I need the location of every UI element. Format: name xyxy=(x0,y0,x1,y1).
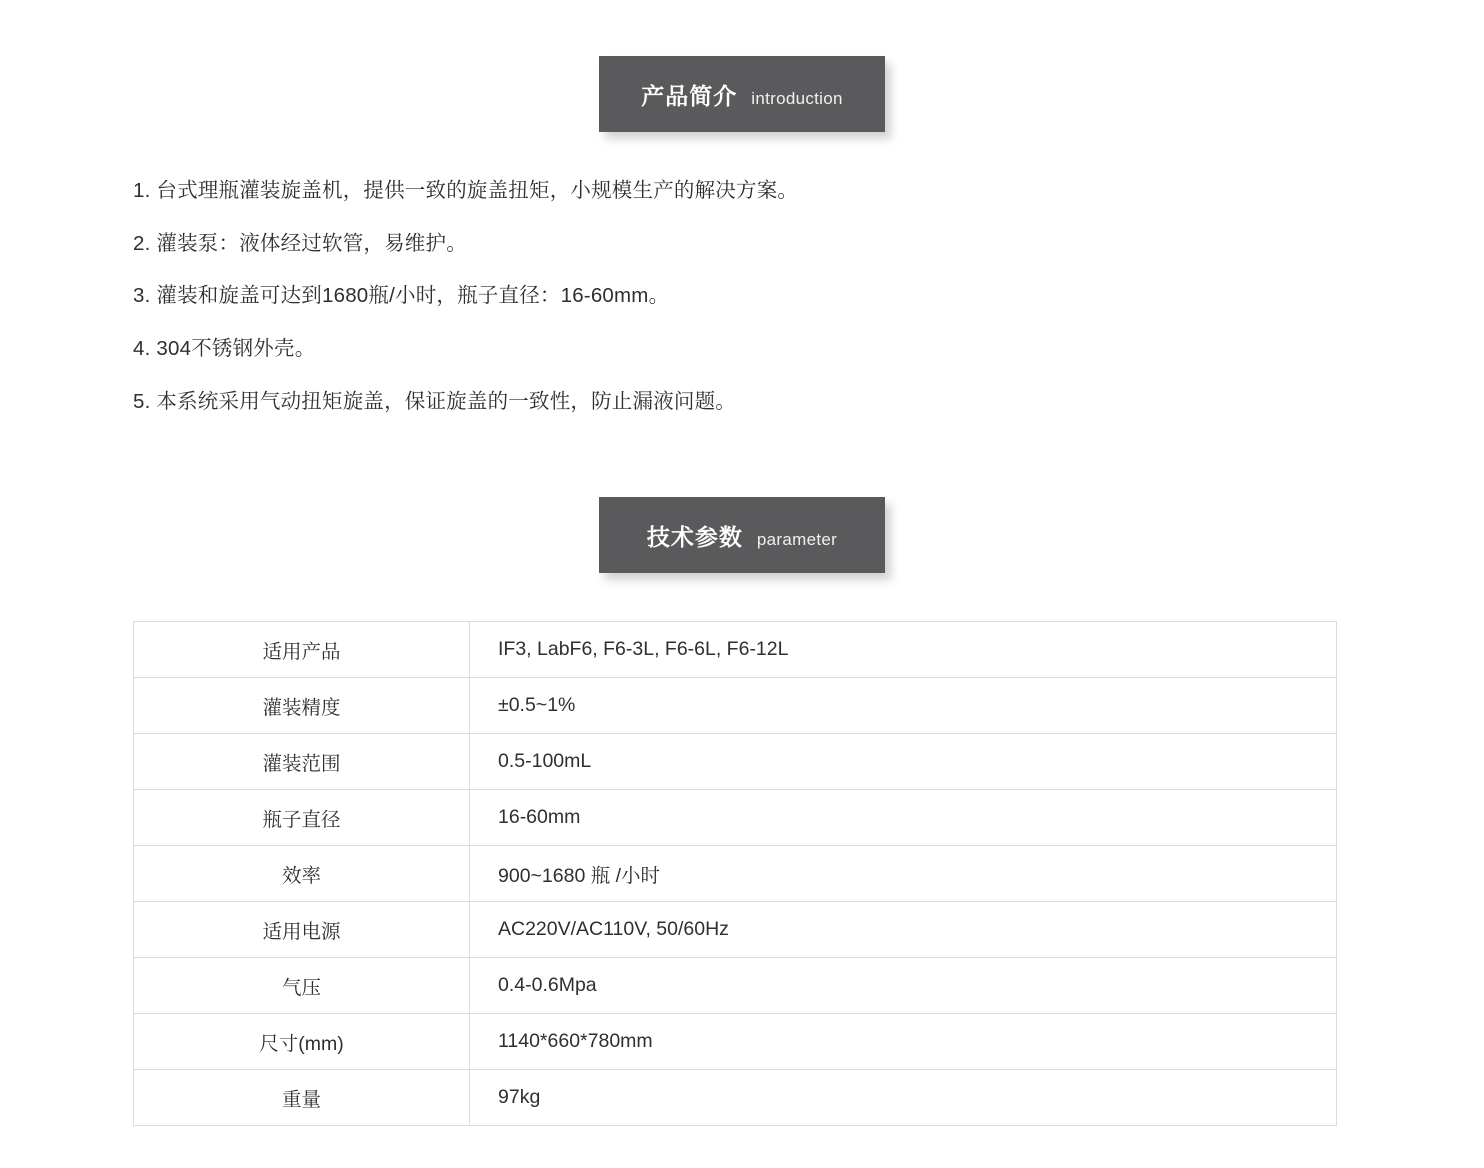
spec-value: 0.4-0.6Mpa xyxy=(470,958,1337,1014)
parameter-banner-inner xyxy=(647,519,837,552)
list-item: 5. 本系统采用气动扭矩旋盖，保证旋盖的一致性，防止漏液问题。 xyxy=(133,389,736,413)
introduction-list xyxy=(133,177,1484,415)
spec-value: IF3, LabF6, F6-3L, F6-6L, F6-12L xyxy=(470,622,1337,678)
specification-table xyxy=(133,621,1337,1126)
table-row xyxy=(134,958,1337,1014)
list-item: 3. 灌装和旋盖可达到1680瓶/小时，瓶子直径：16-60mm。 xyxy=(133,284,670,308)
parameter-banner xyxy=(599,497,885,573)
spec-value: 97kg xyxy=(470,1070,1337,1126)
spec-label: 适用电源 xyxy=(134,902,470,958)
list-item: 1. 台式理瓶灌装旋盖机，提供一致的旋盖扭矩，小规模生产的解决方案。 xyxy=(133,179,799,202)
introduction-title-cn: 产品简介 xyxy=(641,82,738,109)
spec-label: 重量 xyxy=(134,1070,470,1126)
table-row xyxy=(134,622,1337,678)
spec-label: 效率 xyxy=(134,846,470,902)
list-item: 2. 灌装泵：液体经过软管，易维护。 xyxy=(133,231,467,255)
spec-label: 灌装精度 xyxy=(134,678,470,734)
spec-value: AC220V/AC110V, 50/60Hz xyxy=(470,902,1337,958)
table-row xyxy=(134,1014,1337,1070)
spec-value: 1140*660*780mm xyxy=(470,1014,1337,1070)
introduction-banner-container xyxy=(0,0,1484,132)
table-row xyxy=(134,790,1337,846)
introduction-banner xyxy=(599,56,885,132)
spec-label: 适用产品 xyxy=(134,622,470,678)
spec-label: 瓶子直径 xyxy=(134,790,470,846)
spec-value: 900~1680 瓶 /小时 xyxy=(470,846,1337,902)
table-row xyxy=(134,902,1337,958)
parameter-title-en: parameter xyxy=(756,529,838,549)
table-row xyxy=(134,734,1337,790)
parameter-banner-container xyxy=(0,440,1484,573)
spec-label: 尺寸(mm) xyxy=(134,1014,470,1070)
spec-label: 气压 xyxy=(134,958,470,1014)
spec-value: 0.5-100mL xyxy=(470,734,1337,790)
spec-value: ±0.5~1% xyxy=(470,678,1337,734)
introduction-banner-inner xyxy=(641,78,843,111)
table-row xyxy=(134,846,1337,902)
list-item: 4. 304不锈钢外壳。 xyxy=(133,337,316,361)
table-row xyxy=(134,1070,1337,1126)
spec-label: 灌装范围 xyxy=(134,734,470,790)
parameter-title-cn: 技术参数 xyxy=(646,523,743,550)
spec-value: 16-60mm xyxy=(470,790,1337,846)
table-row xyxy=(134,678,1337,734)
introduction-title-en: introduction xyxy=(751,88,843,108)
